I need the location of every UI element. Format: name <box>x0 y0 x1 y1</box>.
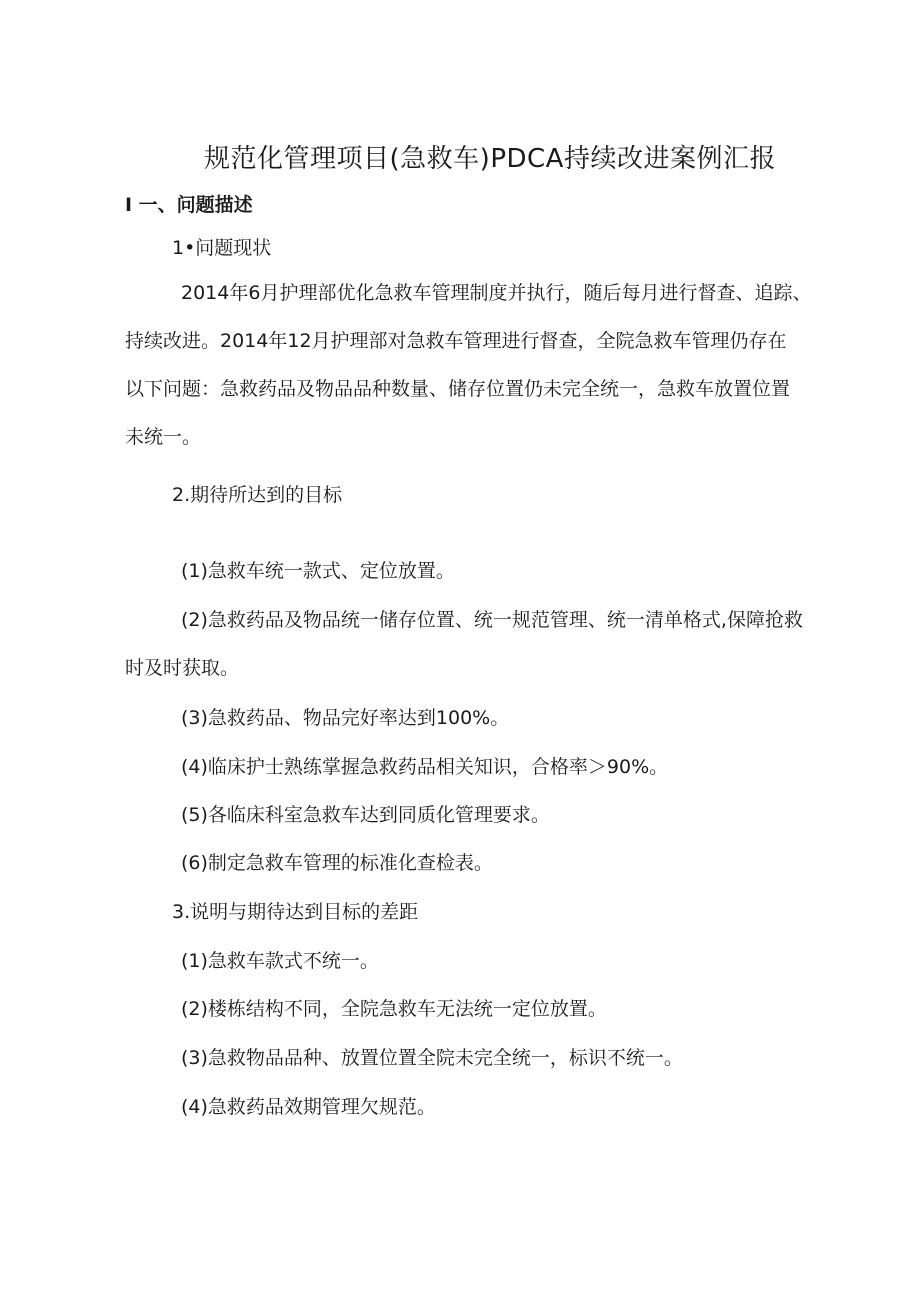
subsection-heading-current-status: 1•问题现状 <box>172 237 272 259</box>
list-item: (4)急救药品效期管理欠规范。 <box>181 1096 436 1118</box>
list-item-continuation: 时及时获取。 <box>125 657 240 679</box>
list-item: (2)急救药品及物品统一储存位置、统一规范管理、统一清单格式,保障抢救 <box>181 609 803 631</box>
paragraph-line: 2014年6月护理部优化急救车管理制度并执行，随后每月进行督查、追踪、 <box>181 282 812 304</box>
section-heading-problem-description: I 一、问题描述 <box>125 194 253 216</box>
list-item: (4)临床护士熟练掌握急救药品相关知识，合格率＞90%。 <box>181 756 669 778</box>
list-item: (5)各临床科室急救车达到同质化管理要求。 <box>181 804 550 826</box>
list-item: (3)急救物品品种、放置位置全院未完全统一，标识不统一。 <box>181 1047 683 1069</box>
list-item: (2)楼栋结构不同，全院急救车无法统一定位放置。 <box>181 998 607 1020</box>
document-title: 规范化管理项目(急救车)PDCA持续改进案例汇报 <box>204 144 776 174</box>
paragraph-line: 未统一。 <box>125 426 202 448</box>
subsection-heading-expected-goals: 2.期待所达到的目标 <box>172 484 343 506</box>
list-item: (1)急救车款式不统一。 <box>181 950 379 972</box>
paragraph-line: 以下问题：急救药品及物品品种数量、储存位置仍未完全统一，急救车放置位置 <box>125 378 791 400</box>
subsection-heading-gap-analysis: 3.说明与期待达到目标的差距 <box>172 901 419 923</box>
list-item: (3)急救药品、物品完好率达到100%。 <box>181 707 510 729</box>
list-item: (6)制定急救车管理的标准化查检表。 <box>181 852 493 874</box>
paragraph-line: 持续改进。2014年12月护理部对急救车管理进行督查，全院急救车管理仍存在 <box>125 330 787 352</box>
list-item: (1)急救车统一款式、定位放置。 <box>181 560 455 582</box>
